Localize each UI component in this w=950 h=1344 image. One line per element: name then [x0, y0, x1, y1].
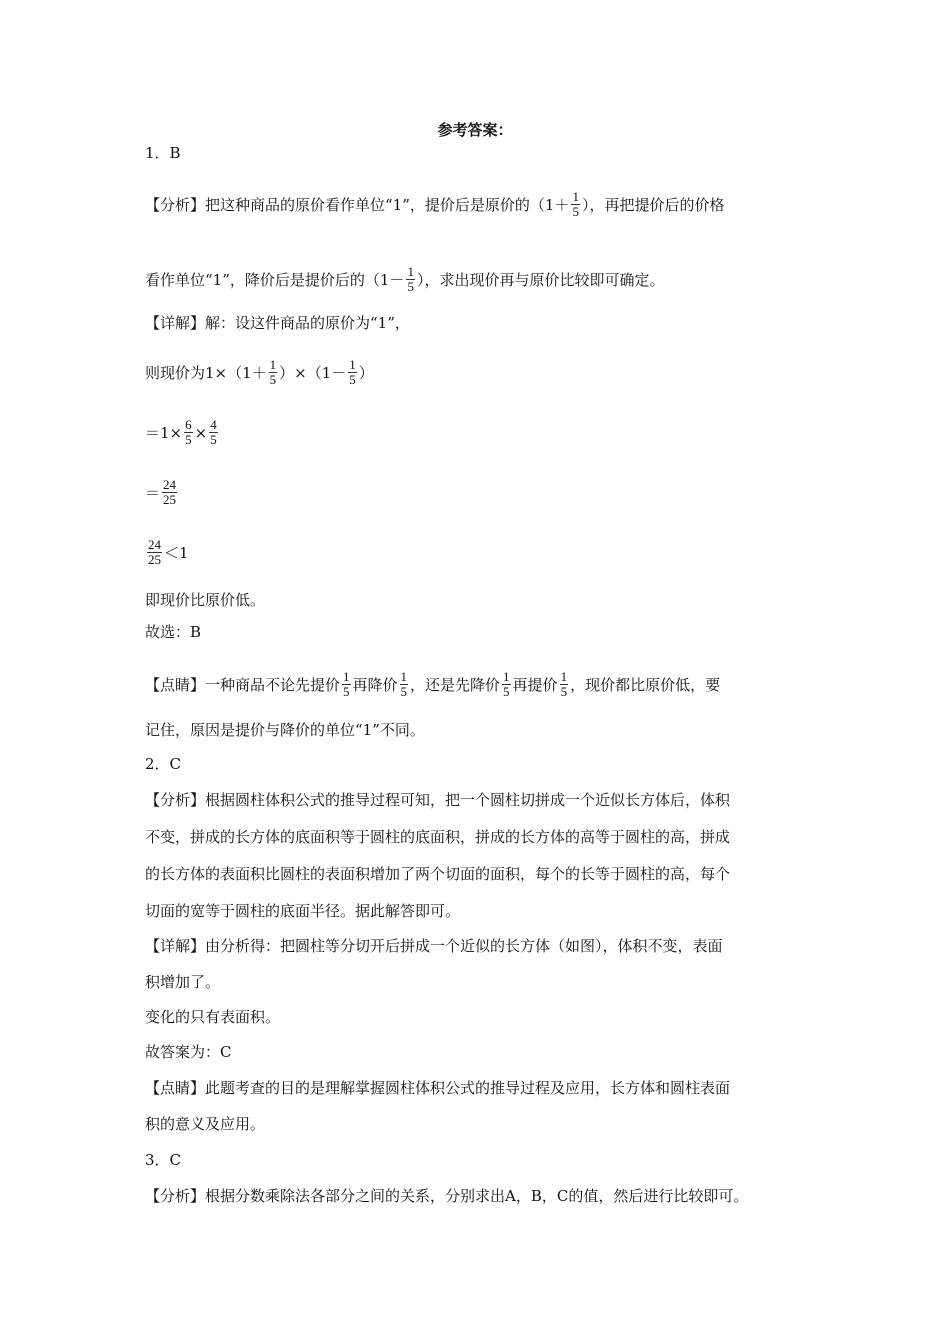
fraction — [502, 670, 511, 699]
fraction — [348, 358, 357, 387]
fraction — [571, 190, 580, 219]
text: ，现价都比原价低，要 — [570, 675, 721, 694]
fraction — [162, 478, 177, 507]
denominator: 5 — [560, 684, 568, 699]
denominator: 5 — [407, 279, 414, 294]
q2-detail-line: 故答案为：C — [145, 1043, 232, 1061]
text: ）×（1－ — [279, 363, 347, 382]
text: ＜1 — [164, 543, 189, 562]
text: × — [194, 423, 208, 442]
text: 再提价 — [512, 675, 558, 694]
numerator: 1 — [349, 357, 356, 372]
q3-answer: 3．C — [145, 1151, 182, 1169]
q3-analysis: 【分析】根据分数乘除法各部分之间的关系，分别求出A，B，C的值，然后进行比较即可。 — [145, 1187, 749, 1205]
fraction — [400, 670, 409, 699]
q2-answer: 2．C — [145, 755, 182, 773]
q1-answer: 1．B — [145, 144, 181, 162]
denominator: 5 — [349, 372, 356, 387]
text: ，还是先降价 — [410, 675, 501, 694]
fraction — [269, 358, 278, 387]
denominator: 5 — [503, 684, 510, 699]
q2-analysis-line: 切面的宽等于圆柱的底面半径。据此解答即可。 — [145, 902, 461, 920]
numerator: 1 — [407, 264, 414, 279]
denominator: 5 — [185, 432, 192, 447]
q2-analysis-line: 的长方体的表面积比圆柱的表面积增加了两个切面的面积，每个的长等于圆柱的高，每个 — [145, 865, 731, 883]
fraction — [406, 265, 415, 294]
q2-analysis-line: 【分析】根据圆柱体积公式的推导过程可知，把一个圆柱切拼成一个近似长方体后，体积 — [145, 791, 731, 809]
q1-detail-line3 — [145, 418, 220, 447]
numerator: 6 — [185, 417, 192, 432]
text: 看作单位“1”，降价后是提价后的（1－ — [145, 270, 405, 289]
text: 则现价为1×（1＋ — [145, 363, 267, 382]
text: 【分析】把这种商品的原价看作单位“1”，提价后是原价的（1＋ — [145, 195, 570, 214]
numerator: 1 — [400, 669, 408, 684]
q1-detail-line1: 【详解】解：设这件商品的原价为“1”， — [145, 314, 410, 332]
numerator: 4 — [210, 417, 217, 432]
text: 再降价 — [352, 675, 398, 694]
fraction — [184, 418, 193, 447]
fraction — [342, 670, 351, 699]
q2-tip-line: 【点睛】此题考查的目的是理解掌握圆柱体积公式的推导过程及应用，长方体和圆柱表面 — [145, 1079, 731, 1097]
q2-detail-line: 积增加了。 — [145, 973, 221, 991]
q1-analysis-line2 — [145, 265, 664, 294]
q1-conclusion: 即现价比原价低。 — [145, 591, 266, 609]
numerator: 1 — [572, 189, 579, 204]
q1-analysis-line1 — [145, 190, 724, 219]
text: ＝1× — [145, 423, 183, 442]
numerator: 1 — [269, 357, 277, 372]
q1-choice: 故选：B — [145, 623, 202, 641]
text: ），求出现价再与原价比较即可确定。 — [416, 270, 665, 289]
numerator: 1 — [560, 669, 568, 684]
q1-tip-line1 — [145, 670, 720, 699]
q2-analysis-line: 不变，拼成的长方体的底面积等于圆柱的底面积，拼成的长方体的高等于圆柱的高，拼成 — [145, 828, 731, 846]
fraction — [147, 538, 162, 567]
numerator: 1 — [503, 669, 510, 684]
text: 【点睛】一种商品不论先提价 — [145, 675, 341, 694]
denominator: 25 — [148, 552, 161, 567]
numerator: 24 — [148, 537, 161, 552]
numerator: 24 — [163, 477, 177, 492]
text: ） — [358, 363, 374, 382]
denominator: 5 — [572, 204, 579, 219]
denominator: 5 — [210, 432, 217, 447]
fraction — [560, 670, 569, 699]
denominator: 5 — [400, 684, 408, 699]
q2-detail-line: 变化的只有表面积。 — [145, 1008, 281, 1026]
fraction — [209, 418, 218, 447]
q2-detail-line: 【详解】由分析得：把圆柱等分切开后拼成一个近似的长方体（如图），体积不变，表面 — [145, 937, 723, 955]
denominator: 25 — [163, 492, 177, 507]
text: ），再把提价后的价格 — [581, 195, 725, 214]
text: ＝ — [145, 483, 161, 502]
q2-tip-line: 积的意义及应用。 — [145, 1115, 266, 1133]
numerator: 1 — [343, 669, 350, 684]
denominator: 5 — [343, 684, 350, 699]
q1-detail-line5 — [145, 538, 189, 567]
page-title: 参考答案： — [437, 121, 513, 139]
q1-tip-line2: 记住，原因是提价与降价的单位“1”不同。 — [145, 721, 425, 739]
q1-detail-line4 — [145, 478, 179, 507]
q1-detail-line2 — [145, 358, 374, 387]
denominator: 5 — [269, 372, 277, 387]
